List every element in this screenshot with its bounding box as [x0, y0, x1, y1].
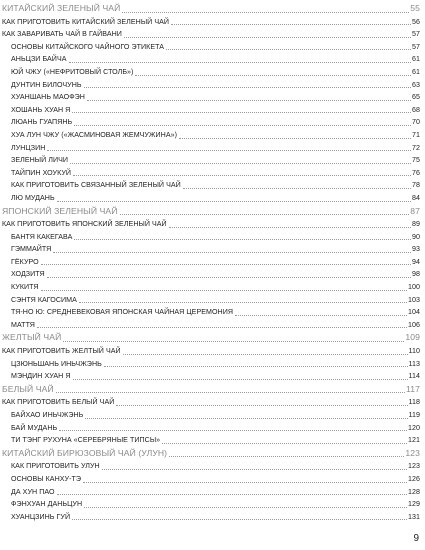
toc-entry-label: ХУА ЛУН ЧЖУ («ЖАСМИНОВАЯ ЖЕМЧУЖИНА») — [11, 130, 178, 139]
toc-entry-label: МЭНДИН ХУАН Я — [11, 372, 71, 381]
toc-entry — [2, 116, 420, 129]
dot-leader — [135, 75, 411, 76]
toc-entry — [2, 422, 420, 435]
dot-leader — [84, 507, 407, 508]
dot-leader — [169, 456, 404, 457]
toc-entry-label: ЯПОНСКИЙ ЗЕЛЕНЫЙ ЧАЙ — [2, 205, 118, 216]
dot-leader — [183, 188, 411, 189]
toc-entry-page: 113 — [408, 359, 420, 368]
toc-entry-label: ГЁКУРО — [11, 257, 39, 266]
toc-entry-page: 98 — [412, 270, 420, 279]
toc-entry-label: ОСНОВЫ КИТАЙСКОГО ЧАЙНОГО ЭТИКЕТА — [11, 42, 165, 51]
toc-entry-label: ЗЕЛЕНЫЙ ЛИЧИ — [11, 156, 69, 165]
dot-leader — [235, 315, 407, 316]
toc-entry-page: 118 — [408, 398, 420, 407]
toc-entry — [2, 154, 420, 167]
toc-entry-label: АНЬЦЗИ БАЙЧА — [11, 55, 67, 64]
dot-leader — [41, 290, 407, 291]
toc-entry — [2, 498, 420, 511]
dot-leader — [53, 252, 411, 253]
toc-entry-label: КАК ПРИГОТОВИТЬ ЖЕЛТЫЙ ЧАЙ — [2, 347, 121, 356]
dot-leader — [102, 469, 407, 470]
toc-entry — [2, 53, 420, 66]
toc-entry — [2, 243, 420, 256]
dot-leader — [83, 482, 407, 483]
toc-entry-label: МАТТЯ — [11, 320, 35, 329]
toc-entry-label: КАК ПРИГОТОВИТЬ КИТАЙСКИЙ ЗЕЛЕНЫЙ ЧАЙ — [2, 17, 170, 26]
dot-leader — [63, 341, 404, 342]
toc-entry-page: 68 — [412, 105, 420, 114]
toc-entry-label: ЖЕЛТЫЙ ЧАЙ — [2, 332, 62, 343]
toc-entry-page: 109 — [405, 332, 420, 343]
dot-leader — [56, 392, 405, 393]
toc-entry-label: КИТАЙСКИЙ ЗЕЛЕНЫЙ ЧАЙ — [2, 3, 121, 13]
toc-entry — [2, 192, 420, 205]
toc-entry-page: 100 — [408, 283, 420, 292]
toc-entry — [2, 66, 420, 79]
toc-entry-page: 57 — [412, 30, 420, 39]
toc-entry — [2, 41, 420, 54]
toc-entry-page: 56 — [412, 17, 420, 26]
toc-entry-label: ЦЗЮНЬШАНЬ ИНЬЧЖЭНЬ — [11, 359, 102, 368]
toc-entry — [2, 409, 420, 422]
toc-entry-label: ТАЙПИН ХОУКУЙ — [11, 168, 72, 177]
toc-entry-label: ЛУНЦЗИН — [11, 143, 46, 152]
dot-leader — [70, 163, 411, 164]
toc-entry — [2, 358, 420, 371]
dot-leader — [169, 227, 411, 228]
toc-entry-label: КАК ЗАВАРИВАТЬ ЧАЙ В ГАЙВАНИ — [2, 30, 122, 39]
dot-leader — [59, 430, 407, 431]
toc-entry-page: 94 — [412, 257, 420, 266]
dot-leader — [85, 418, 407, 419]
toc-entry-label: ОСНОВЫ КАНХУ-ТЭ — [11, 474, 82, 483]
toc-entry-page: 129 — [408, 500, 420, 509]
toc-entry-page: 123 — [405, 447, 420, 458]
dot-leader — [87, 100, 411, 101]
dot-leader — [47, 150, 411, 151]
toc-entry — [2, 91, 420, 104]
toc-section-heading — [2, 205, 420, 219]
toc-entry-page: 78 — [412, 181, 420, 190]
toc-entry-page: 106 — [408, 320, 420, 329]
toc-entry-page: 93 — [412, 245, 420, 254]
toc-entry — [2, 142, 420, 155]
toc-entry — [2, 16, 420, 29]
toc-section-heading — [2, 383, 420, 397]
dot-leader — [57, 201, 411, 202]
toc-entry-page: 84 — [412, 193, 420, 202]
dot-leader — [72, 519, 407, 520]
toc-entry — [2, 167, 420, 180]
toc-entry-label: БАЙХАО ИНЬЧЖЭНЬ — [11, 411, 84, 419]
dot-leader — [73, 379, 408, 380]
toc-entry — [2, 129, 420, 142]
toc-entry-page: 120 — [408, 423, 420, 432]
toc-entry-label: ХОШАНЬ ХУАН Я — [11, 105, 71, 114]
toc-entry — [2, 281, 420, 294]
dot-leader — [57, 494, 407, 495]
toc-entry-page: 128 — [408, 487, 420, 496]
toc-entry-page: 65 — [412, 93, 420, 102]
toc-entry — [2, 486, 420, 499]
toc-entry-label: ТЯ-НО Ю: СРЕДНЕВЕКОВАЯ ЯПОНСКАЯ ЧАЙНАЯ ЦЕРЕМОНИЯ — [11, 308, 234, 317]
toc-entry-page: 89 — [412, 220, 420, 229]
toc-entry-page: 123 — [408, 462, 420, 471]
toc-entry — [2, 434, 420, 447]
toc-entry-label: КАК ПРИГОТОВИТЬ ЯПОНСКИЙ ЗЕЛЕНЫЙ ЧАЙ — [2, 220, 167, 229]
toc-entry-label: ЛЮ МУДАНЬ — [11, 193, 55, 202]
dot-leader — [37, 327, 407, 328]
toc-entry-page: 104 — [408, 308, 420, 317]
toc-entry-page: 75 — [412, 156, 420, 165]
dot-leader — [166, 49, 411, 50]
toc-entry — [2, 294, 420, 307]
dot-leader — [69, 62, 411, 63]
toc-entry-label: ДА ХУН ПАО — [11, 487, 55, 496]
toc-entry — [2, 319, 420, 332]
toc-entry-page: 119 — [408, 411, 420, 419]
toc-entry-label: КУКИТЯ — [11, 283, 39, 292]
dot-leader — [74, 239, 411, 240]
toc-entry-label: ДУНТИН БИЛОЧУНЬ — [11, 80, 82, 89]
table-of-contents — [2, 2, 420, 523]
toc-entry — [2, 473, 420, 486]
toc-entry-label: ТИ ТЭНГ РУХУНА «СЕРЕБРЯНЫЕ ТИПСЫ» — [11, 436, 161, 445]
toc-section-heading — [2, 331, 420, 345]
dot-leader — [122, 12, 409, 13]
toc-entry-label: ХОДЗИТЯ — [11, 270, 45, 279]
toc-entry-label: ЛЮАНЬ ГУАПЯНЬ — [11, 118, 73, 127]
dot-leader — [116, 405, 407, 406]
dot-leader — [74, 125, 411, 126]
toc-entry-label: ХУАНЦЗИНЬ ГУЙ — [11, 512, 71, 521]
toc-entry — [2, 460, 420, 473]
dot-leader — [73, 175, 411, 176]
toc-entry-page: 114 — [408, 372, 420, 381]
toc-entry — [2, 218, 420, 231]
toc-entry-label: КАК ПРИГОТОВИТЬ УЛУН — [11, 462, 100, 471]
toc-entry — [2, 306, 420, 319]
toc-entry — [2, 179, 420, 192]
dot-leader — [179, 138, 411, 139]
dot-leader — [47, 277, 411, 278]
dot-leader — [124, 37, 411, 38]
dot-leader — [171, 24, 411, 25]
toc-entry-label: ФЭНХУАН ДАНЬЦУН — [11, 500, 83, 509]
toc-entry — [2, 104, 420, 117]
dot-leader — [162, 443, 407, 444]
toc-section-heading — [2, 447, 420, 461]
toc-entry-label: СЭНТЯ КАГОСИМА — [11, 295, 77, 304]
toc-entry-page: 87 — [410, 205, 420, 216]
toc-entry-page: 90 — [412, 232, 420, 241]
toc-entry-page: 57 — [412, 42, 420, 51]
toc-entry-page: 110 — [408, 347, 420, 356]
toc-entry — [2, 396, 420, 409]
toc-entry-label: ГЭММАЙТЯ — [11, 245, 52, 254]
toc-entry-label: БЕЛЫЙ ЧАЙ — [2, 383, 54, 394]
dot-leader — [41, 264, 411, 265]
toc-entry-label: БАНТЯ КАКЕГАВА — [11, 232, 73, 241]
toc-entry-page: 103 — [408, 295, 420, 304]
dot-leader — [123, 354, 408, 355]
toc-entry — [2, 256, 420, 269]
toc-entry-label: КАК ПРИГОТОВИТЬ БЕЛЫЙ ЧАЙ — [2, 398, 115, 407]
toc-entry — [2, 511, 420, 524]
dot-leader — [104, 366, 408, 367]
toc-entry-page: 61 — [412, 67, 420, 76]
toc-entry-label: ХУАНШАНЬ МАОФЭН — [11, 93, 85, 102]
toc-entry-page: 70 — [412, 118, 420, 127]
toc-entry-page: 71 — [412, 130, 420, 139]
toc-entry-page: 61 — [412, 55, 420, 64]
toc-entry-page: 121 — [408, 436, 420, 445]
toc-section-heading — [2, 2, 420, 16]
dot-leader — [72, 112, 411, 113]
toc-entry-page: 55 — [410, 3, 420, 13]
page-number: 9 — [413, 533, 419, 544]
toc-entry-page: 76 — [412, 168, 420, 177]
toc-entry-label: БАЙ МУДАНЬ — [11, 423, 58, 432]
toc-entry-page: 72 — [412, 143, 420, 152]
dot-leader — [84, 87, 411, 88]
toc-entry — [2, 345, 420, 358]
toc-entry — [2, 231, 420, 244]
toc-entry-page: 63 — [412, 80, 420, 89]
toc-entry-page: 131 — [408, 512, 420, 521]
toc-entry — [2, 370, 420, 383]
toc-entry-page: 117 — [406, 383, 420, 394]
dot-leader — [120, 214, 410, 215]
toc-entry — [2, 268, 420, 281]
toc-entry-page: 126 — [408, 474, 420, 483]
toc-entry — [2, 28, 420, 41]
toc-entry-label: ЮЙ ЧЖУ («НЕФРИТОВЫЙ СТОЛБ») — [11, 67, 134, 76]
dot-leader — [79, 302, 407, 303]
toc-entry-label: КАК ПРИГОТОВИТЬ СВЯЗАННЫЙ ЗЕЛЕНЫЙ ЧАЙ — [11, 181, 181, 190]
toc-entry — [2, 79, 420, 92]
toc-entry-label: КИТАЙСКИЙ БИРЮЗОВЫЙ ЧАЙ (УЛУН) — [2, 447, 168, 458]
